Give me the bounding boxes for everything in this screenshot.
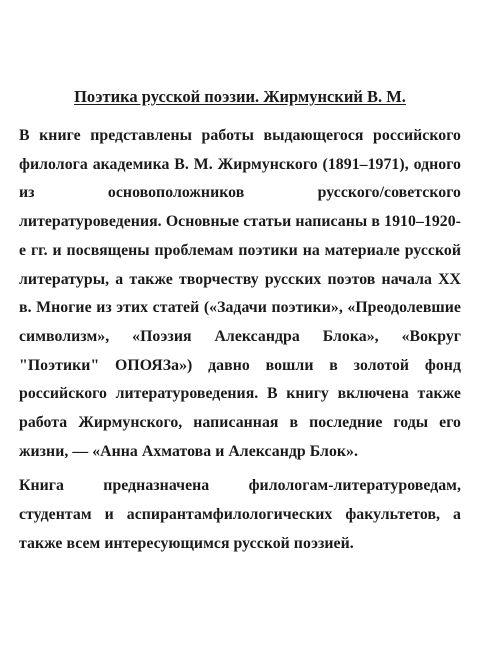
body-paragraph-audience: Книга предназначена филологам-литературоведам, студентам и аспирантамфилологических факультетов, а также всем интересующимся русской поэзией.	[19, 477, 461, 552]
document-body	[19, 122, 461, 565]
document-page	[19, 0, 461, 650]
document-title: Поэтика русской поэзии. Жирмунский В. М.	[74, 87, 406, 106]
body-paragraph-description: В книге представлены работы выдающегося российского филолога академика В. М. Жирмунского (1891–1971), одного из основоположников русского/советского литературоведения. Основные статьи написаны в 1910–1920-е гг. и посвящены проблемам поэтики на материале русской литературы, а также творчеству русских поэтов начала XX в. Многие из этих статей («Задачи поэтики», «Преодолевшие символизм», «Поэзия Александра Блока», «Вокруг "Поэтики" ОПОЯЗа») давно вошли в золотой фонд российского литературоведения. В книгу включена также работа Жирмунского, написанная в последние годы его жизни, — «Анна Ахматова и Александр Блок».	[19, 127, 461, 460]
